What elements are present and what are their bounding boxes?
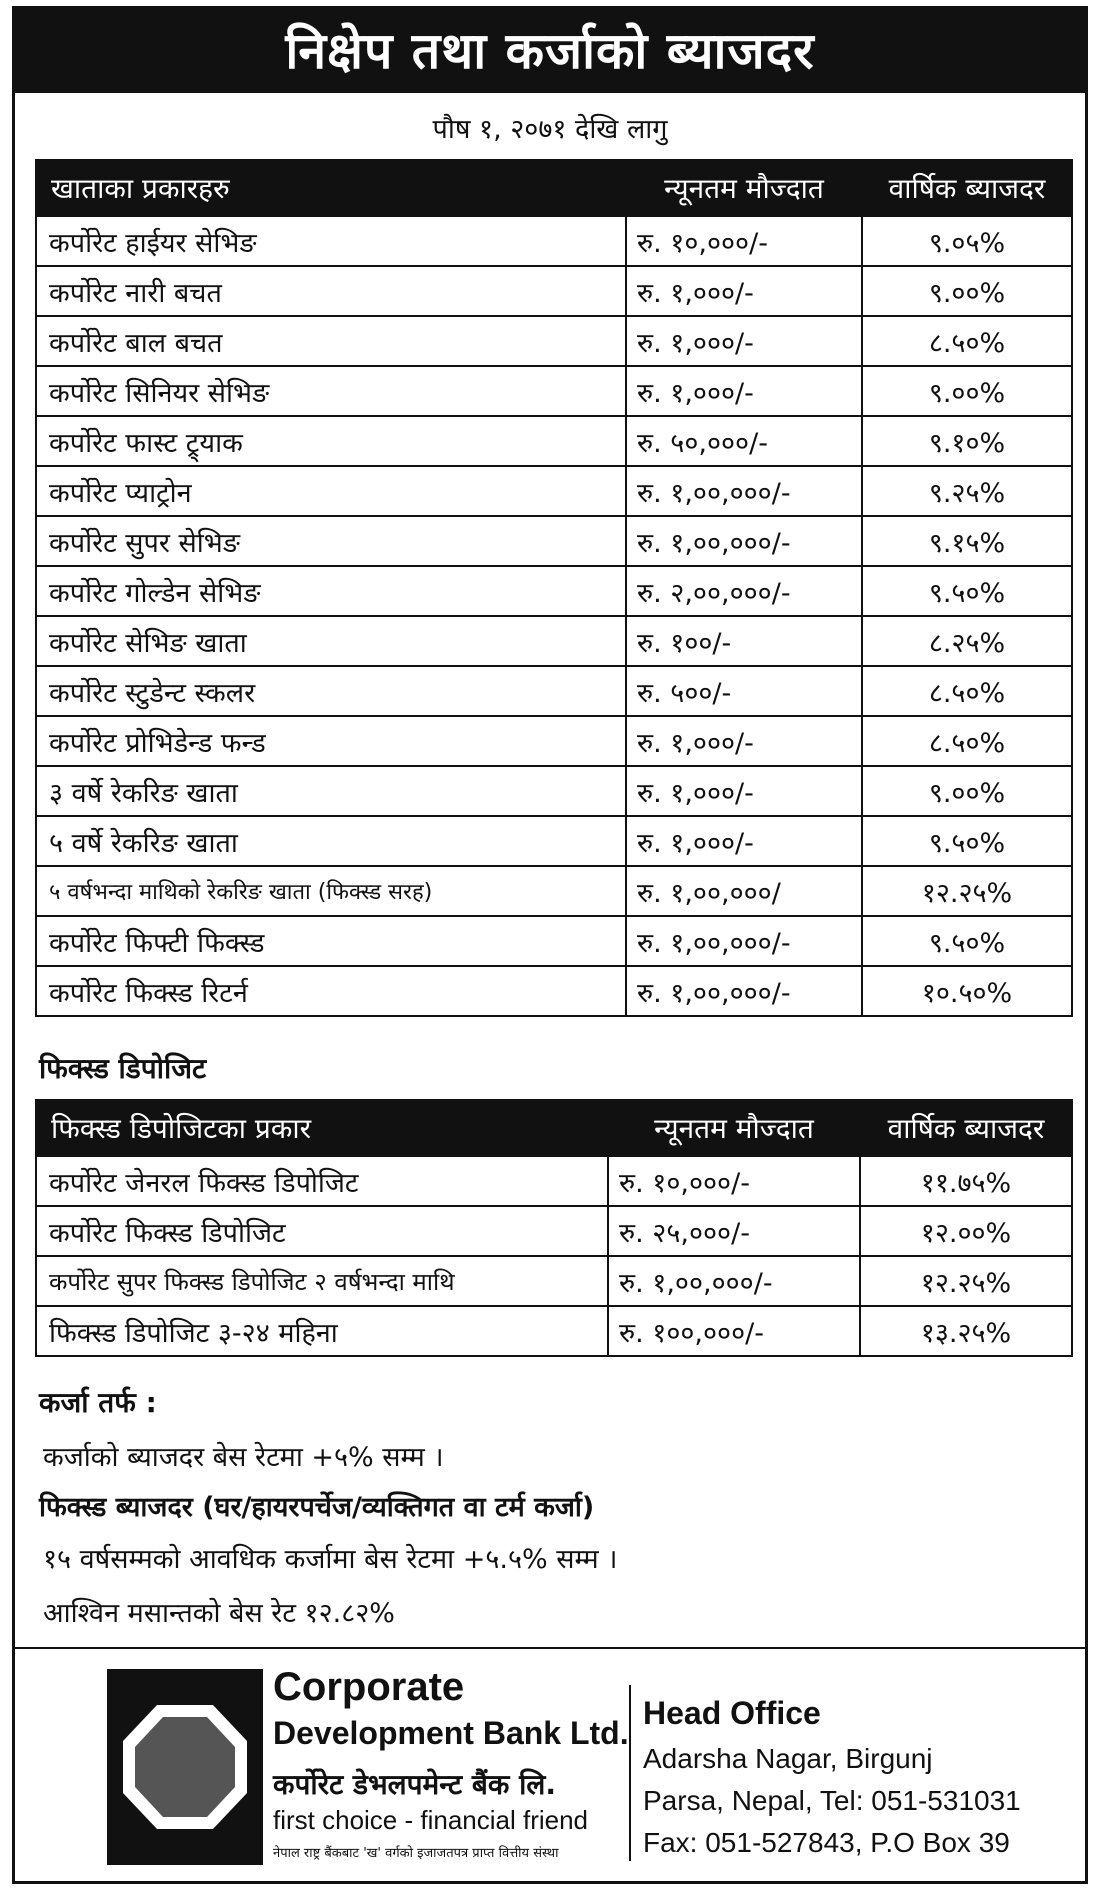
interest-rate: ९.००% [862, 366, 1072, 416]
column-header-fd-type: फिक्स्ड डिपोजिटका प्रकार [36, 1100, 608, 1156]
table-row [36, 616, 1072, 666]
table-row [36, 966, 1072, 1016]
account-name: कर्पोरेट फिफ्टी फिक्स्ड [36, 916, 626, 966]
interest-rate: १३.२५% [860, 1306, 1072, 1356]
interest-rate: ९.१०% [862, 416, 1072, 466]
min-balance: रु. १,०००/- [626, 366, 862, 416]
table-row [36, 366, 1072, 416]
min-balance: रु. २,००,०००/- [626, 566, 862, 616]
min-balance: रु. १,०००/- [626, 266, 862, 316]
fd-name: कर्पोरेट सुपर फिक्स्ड डिपोजिट २ वर्षभन्दा माथि [36, 1256, 608, 1306]
bank-tagline: first choice - financial friend [273, 1805, 589, 1835]
account-name: कर्पोरेट सिनियर सेभिङ [36, 366, 626, 416]
loan-base-rate-line: कर्जाको ब्याजदर बेस रेटमा +५% सम्म । [43, 1442, 444, 1473]
interest-rate: ९.५०% [862, 566, 1072, 616]
min-balance: रु. १०,०००/- [626, 216, 862, 266]
bank-logo [107, 1669, 263, 1865]
fax-line: Fax: 051-527843, P.O Box 39 [643, 1827, 1010, 1858]
min-balance: रु. १,००,०००/- [626, 916, 862, 966]
notice-title: निक्षेप तथा कर्जाको ब्याजदर [15, 9, 1085, 93]
loan-section-title: कर्जा तर्फ : [39, 1386, 157, 1419]
license-note: नेपाल राष्ट्र बैंकबाट 'ख' वर्गको इजाजतपत्र प्राप्त वित्तीय संस्था [273, 1846, 559, 1861]
table-row [36, 716, 1072, 766]
column-header-annual-rate: वार्षिक ब्याजदर [860, 1100, 1072, 1156]
interest-rate: ८.५०% [862, 666, 1072, 716]
interest-rate: ९.००% [862, 266, 1072, 316]
interest-rate: ९.१५% [862, 516, 1072, 566]
min-balance: रु. १००/- [626, 616, 862, 666]
savings-rates-table [35, 159, 1073, 1017]
min-balance: रु. १,००,०००/- [626, 466, 862, 516]
table-row [36, 266, 1072, 316]
head-office-title: Head Office [643, 1695, 821, 1731]
table-row [36, 466, 1072, 516]
table-row [36, 416, 1072, 466]
interest-rate: ८.५०% [862, 316, 1072, 366]
table-row [36, 316, 1072, 366]
bank-name-nepali: कर्पोरेट डेभलपमेन्ट बैंक लि. [273, 1768, 557, 1801]
table-row [36, 1156, 1072, 1206]
interest-rate: ९.०५% [862, 216, 1072, 266]
account-name: ५ वर्षे रेकरिङ खाता [36, 816, 626, 866]
min-balance: रु. १०,०००/- [608, 1156, 860, 1206]
interest-rate: ११.७५% [860, 1156, 1072, 1206]
min-balance: रु. १,००,०००/ [626, 866, 862, 916]
account-name: कर्पोरेट हाईयर सेभिङ [36, 216, 626, 266]
min-balance: रु. ५०,०००/- [626, 416, 862, 466]
octagon-logo-icon [107, 1669, 263, 1865]
account-name: कर्पोरेट सुपर सेभिङ [36, 516, 626, 566]
column-header-account-type: खाताका प्रकारहरु [36, 160, 626, 216]
bank-name-line1: Corporate [273, 1665, 465, 1709]
interest-rate: १२.००% [860, 1206, 1072, 1256]
account-name: कर्पोरेट बाल बचत [36, 316, 626, 366]
fixed-rate-heading: फिक्स्ड ब्याजदर (घर/हायरपर्चेज/व्यक्तिगत वा टर्म कर्जा) [39, 1492, 595, 1523]
column-header-min-balance: न्यूनतम मौज्दात [608, 1100, 860, 1156]
interest-rate: ९.००% [862, 766, 1072, 816]
account-name: कर्पोरेट गोल्डेन सेभिङ [36, 566, 626, 616]
term-loan-line: १५ वर्षसम्मको आवधिक कर्जामा बेस रेटमा +५.५% सम्म । [43, 1544, 618, 1575]
interest-rate: ९.५०% [862, 916, 1072, 966]
table-row [36, 216, 1072, 266]
table-header-row [36, 1100, 1072, 1156]
interest-rate: १०.५०% [862, 966, 1072, 1016]
fd-name: कर्पोरेट जेनरल फिक्स्ड डिपोजिट [36, 1156, 608, 1206]
interest-rate: १२.२५% [860, 1256, 1072, 1306]
notice-frame [12, 6, 1088, 1884]
interest-rate: ८.५०% [862, 716, 1072, 766]
footer-vertical-divider [629, 1685, 631, 1861]
account-name: कर्पोरेट फास्ट ट्र्याक [36, 416, 626, 466]
address-line: Adarsha Nagar, Birgunj [643, 1743, 933, 1774]
fd-name: कर्पोरेट फिक्स्ड डिपोजिट [36, 1206, 608, 1256]
account-name: कर्पोरेट स्टुडेन्ट स्कलर [36, 666, 626, 716]
fixed-deposit-section-title: फिक्स्ड डिपोजिट [39, 1052, 207, 1085]
table-row [36, 766, 1072, 816]
min-balance: रु. १,००,०००/- [608, 1256, 860, 1306]
column-header-min-balance: न्यूनतम मौज्दात [626, 160, 862, 216]
phone-line: Parsa, Nepal, Tel: 051-531031 [643, 1785, 1021, 1816]
footer-divider [15, 1647, 1085, 1649]
base-rate-line: आश्विन मसान्तको बेस रेट १२.८२% [43, 1598, 395, 1629]
table-row [36, 916, 1072, 966]
interest-rate: ८.२५% [862, 616, 1072, 666]
min-balance: रु. १,०००/- [626, 316, 862, 366]
table-row [36, 666, 1072, 716]
interest-rate: १२.२५% [862, 866, 1072, 916]
min-balance: रु. १,०००/- [626, 766, 862, 816]
account-name: ३ वर्षे रेकरिङ खाता [36, 766, 626, 816]
interest-rate: ९.२५% [862, 466, 1072, 516]
bank-name-line2: Development Bank Ltd. [273, 1715, 629, 1751]
table-row [36, 1206, 1072, 1256]
effective-date: पौष १, २०७१ देखि लागु [432, 114, 668, 145]
min-balance: रु. १,००,०००/- [626, 966, 862, 1016]
account-name: कर्पोरेट फिक्स्ड रिटर्न [36, 966, 626, 1016]
account-name: कर्पोरेट नारी बचत [36, 266, 626, 316]
min-balance: रु. १,०००/- [626, 716, 862, 766]
min-balance: रु. ५००/- [626, 666, 862, 716]
min-balance: रु. १००,०००/- [608, 1306, 860, 1356]
fixed-deposit-table [35, 1099, 1073, 1357]
table-row [36, 866, 1072, 916]
account-name: कर्पोरेट प्रोभिडेन्ड फन्ड [36, 716, 626, 766]
table-row [36, 1306, 1072, 1356]
account-name: कर्पोरेट सेभिङ खाता [36, 616, 626, 666]
min-balance: रु. २५,०००/- [608, 1206, 860, 1256]
table-row [36, 816, 1072, 866]
table-header-row [36, 160, 1072, 216]
interest-rate: ९.५०% [862, 816, 1072, 866]
account-name: ५ वर्षभन्दा माथिको रेकरिङ खाता (फिक्स्ड सरह) [36, 866, 626, 916]
table-row [36, 566, 1072, 616]
table-row [36, 1256, 1072, 1306]
min-balance: रु. १,०००/- [626, 816, 862, 866]
account-name: कर्पोरेट प्याट्रोन [36, 466, 626, 516]
fd-name: फिक्स्ड डिपोजिट ३-२४ महिना [36, 1306, 608, 1356]
column-header-annual-rate: वार्षिक ब्याजदर [862, 160, 1072, 216]
min-balance: रु. १,००,०००/- [626, 516, 862, 566]
table-row [36, 516, 1072, 566]
